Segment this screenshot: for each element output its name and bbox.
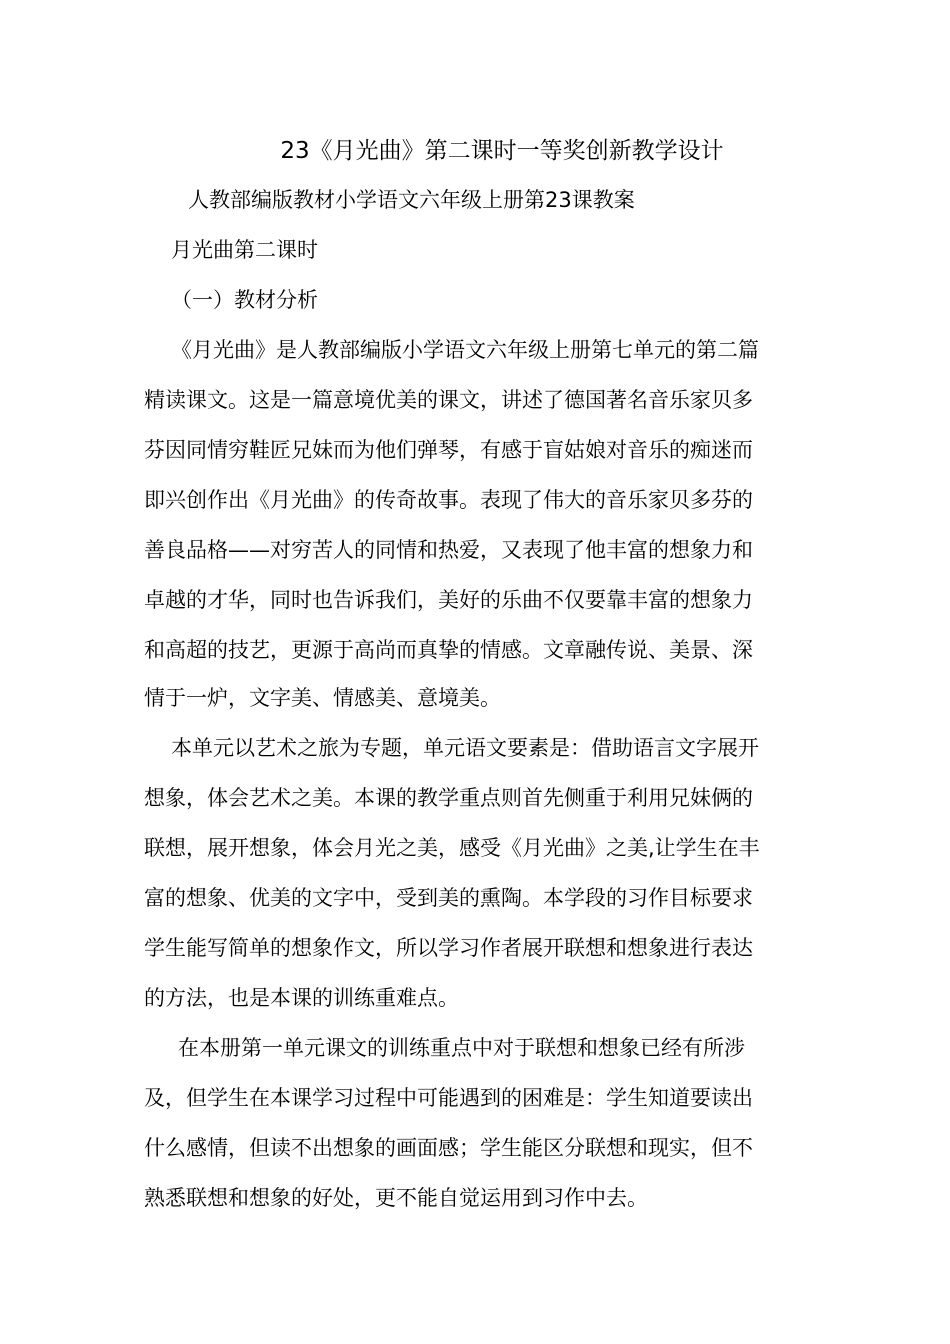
paragraph-line: 和高超的技艺，更源于高尚而真挚的情感。文章融传说、美景、深 xyxy=(144,638,753,662)
paragraph-line: 富的想象、优美的文字中，受到美的熏陶。本学段的习作目标要求 xyxy=(144,886,753,910)
paragraph-line: 及，但学生在本课学习过程中可能遇到的困难是：学生知道要读出 xyxy=(144,1086,753,1110)
paragraph-line: 即兴创作出《月光曲》的传奇故事。表现了伟大的音乐家贝多芬的 xyxy=(144,488,753,512)
lesson-heading: 月光曲第二课时 xyxy=(171,238,318,262)
paragraph-line: 在本册第一单元课文的训练重点中对于联想和想象已经有所涉 xyxy=(178,1036,745,1060)
paragraph-line: 的方法，也是本课的训练重难点。 xyxy=(144,986,459,1010)
paragraph-line: 芬因同情穷鞋匠兄妹而为他们弹琴，有感于盲姑娘对音乐的痴迷而 xyxy=(144,438,753,462)
section-heading: （一）教材分析 xyxy=(171,288,318,312)
paragraph-line: 本单元以艺术之旅为专题，单元语文要素是：借助语言文字展开 xyxy=(171,736,759,760)
document-subtitle: 人教部编版教材小学语文六年级上册第23课教案 xyxy=(188,188,635,212)
paragraph-line: 学生能写简单的想象作文，所以学习作者展开联想和想象进行表达 xyxy=(144,936,753,960)
paragraph-line: 联想，展开想象，体会月光之美，感受《月光曲》之美,让学生在丰 xyxy=(144,836,760,860)
paragraph-line: 情于一炉，文字美、情感美、意境美。 xyxy=(144,686,501,710)
paragraph-line: 想象，体会艺术之美。本课的教学重点则首先侧重于利用兄妹俩的 xyxy=(144,786,753,810)
paragraph-line: 卓越的才华，同时也告诉我们，美好的乐曲不仅要靠丰富的想象力 xyxy=(144,588,753,612)
paragraph-line: 善良品格——对穷苦人的同情和热爱，又表现了他丰富的想象力和 xyxy=(144,538,753,562)
paragraph-line: 熟悉联想和想象的好处，更不能自觉运用到习作中去。 xyxy=(144,1186,648,1210)
paragraph-line: 《月光曲》是人教部编版小学语文六年级上册第七单元的第二篇 xyxy=(171,338,759,362)
paragraph-line: 什么感情，但读不出想象的画面感；学生能区分联想和现实，但不 xyxy=(144,1136,753,1160)
document-title: 23《月光曲》第二课时一等奖创新教学设计 xyxy=(280,138,724,164)
paragraph-line: 精读课文。这是一篇意境优美的课文，讲述了德国著名音乐家贝多 xyxy=(144,388,753,412)
